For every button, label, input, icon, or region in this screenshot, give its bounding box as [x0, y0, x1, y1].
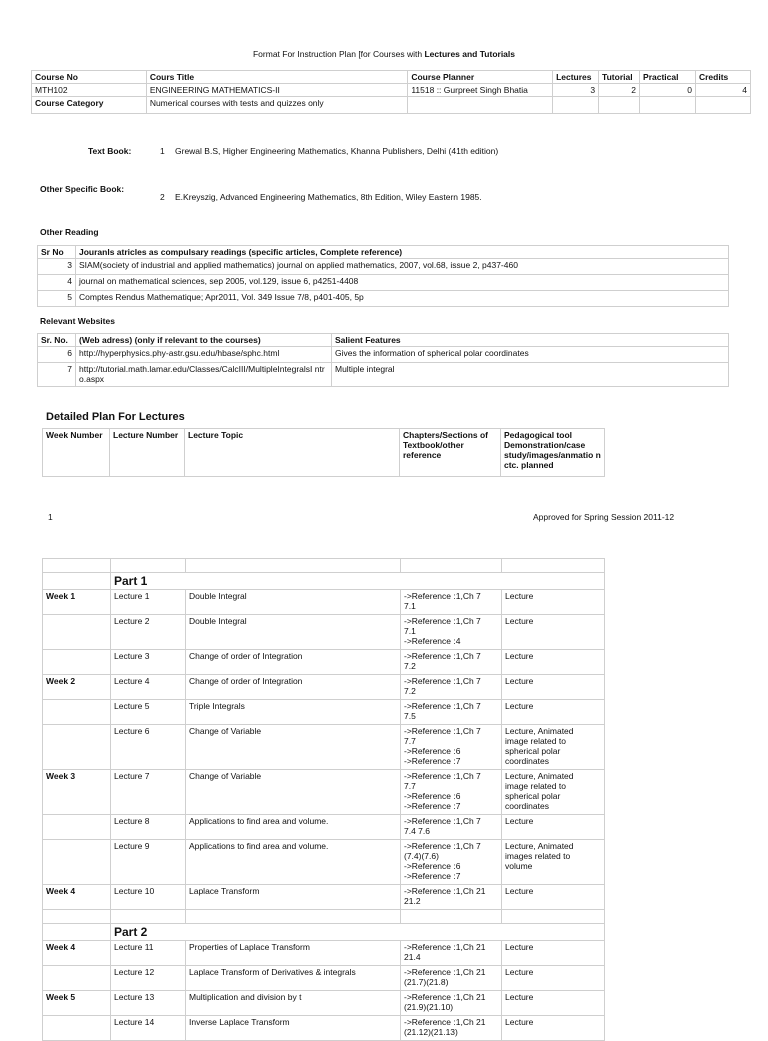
- lecture-topic-cell: Change of order of Integration: [186, 675, 401, 700]
- websites-table: [37, 333, 729, 387]
- reference-cell: ->Reference :1,Ch 7 7.2: [401, 675, 502, 700]
- lecture-number-cell: Lecture 5: [111, 700, 186, 725]
- websites-label: Relevant Websites: [40, 316, 115, 326]
- part-heading-row: [43, 924, 605, 941]
- lecture-topic-cell: Multiplication and division by t: [186, 991, 401, 1016]
- lecture-row: [43, 991, 605, 1016]
- reading-header-desc: Jouranls atricles as compulsary readings (specific articles, Complete reference): [76, 246, 729, 259]
- reference-cell: ->Reference :1,Ch 7 (7.4)(7.6) ->Reference :6 ->Reference :7: [401, 840, 502, 885]
- week-cell: [43, 725, 111, 770]
- week-cell: [43, 700, 111, 725]
- page-title: [0, 49, 768, 59]
- lecture-number-cell: Lecture 7: [111, 770, 186, 815]
- lecture-topic-cell: Laplace Transform of Derivatives & integrals: [186, 966, 401, 991]
- lecture-row: [43, 1016, 605, 1041]
- reading-text: Comptes Rendus Mathematique; Apr2011, Vol. 349 Issue 7/8, p401-405, 5p: [76, 291, 729, 307]
- course-category: Numerical courses with tests and quizzes only: [146, 97, 408, 114]
- week-cell: [43, 650, 111, 675]
- title-bold: Lectures and Tutorials: [424, 49, 515, 59]
- lecture-row: [43, 590, 605, 615]
- pedagogical-tool-cell: Lecture: [502, 615, 605, 650]
- reference-cell: ->Reference :1,Ch 21 (21.7)(21.8): [401, 966, 502, 991]
- websites-header-sr: Sr. No.: [38, 334, 76, 347]
- reading-header-sr: Sr No: [38, 246, 76, 259]
- course-title: ENGINEERING MATHEMATICS-II: [146, 84, 408, 97]
- plan-header-week: Week Number: [43, 429, 110, 477]
- other-reading-table: [37, 245, 729, 307]
- header-tutorial: Tutorial: [599, 71, 640, 84]
- reading-sr: 4: [38, 275, 76, 291]
- lecture-topic-cell: Change of Variable: [186, 725, 401, 770]
- lecture-topic-cell: Inverse Laplace Transform: [186, 1016, 401, 1041]
- website-sr: 6: [38, 347, 76, 363]
- header-practical: Practical: [640, 71, 696, 84]
- lecture-row: [43, 725, 605, 770]
- week-cell: [43, 815, 111, 840]
- lecture-number-cell: Lecture 1: [111, 590, 186, 615]
- pedagogical-tool-cell: Lecture: [502, 650, 605, 675]
- header-course-title: Cours Title: [146, 71, 408, 84]
- pedagogical-tool-cell: Lecture: [502, 815, 605, 840]
- lecture-row: [43, 615, 605, 650]
- week-cell: [43, 1016, 111, 1041]
- reference-cell: ->Reference :1,Ch 7 7.1: [401, 590, 502, 615]
- lecture-row: [43, 885, 605, 910]
- website-url[interactable]: http://hyperphysics.phy-astr.gsu.edu/hbase/sphc.html: [76, 347, 332, 363]
- plan-header-lecture: Lecture Number: [110, 429, 185, 477]
- lecture-number-cell: Lecture 6: [111, 725, 186, 770]
- lecture-number-cell: Lecture 3: [111, 650, 186, 675]
- lecture-row: [43, 815, 605, 840]
- lecture-topic-cell: Change of order of Integration: [186, 650, 401, 675]
- lecture-row: [43, 675, 605, 700]
- other-book-entry: E.Kreyszig, Advanced Engineering Mathematics, 8th Edition, Wiley Eastern 1985.: [175, 192, 482, 202]
- pedagogical-tool-cell: Lecture: [502, 885, 605, 910]
- reference-cell: ->Reference :1,Ch 21 21.4: [401, 941, 502, 966]
- pedagogical-tool-cell: Lecture: [502, 675, 605, 700]
- lecture-number-cell: Lecture 2: [111, 615, 186, 650]
- title-prefix: Format For Instruction Plan [for Courses with: [252, 49, 425, 59]
- reference-cell: ->Reference :1,Ch 7 7.5: [401, 700, 502, 725]
- reading-text: journal on mathematical sciences, sep 2005, vol.129, issue 6, p4251-4408: [76, 275, 729, 291]
- plan-header-chapters: Chapters/Sections of Textbook/other reference: [400, 429, 501, 477]
- week-cell: [43, 615, 111, 650]
- lecture-number-cell: Lecture 12: [111, 966, 186, 991]
- text-book-label: Text Book:: [88, 146, 132, 156]
- lecture-number-cell: Lecture 8: [111, 815, 186, 840]
- reference-cell: ->Reference :1,Ch 7 7.7 ->Reference :6 ->Reference :7: [401, 725, 502, 770]
- course-category-label: Course Category: [32, 97, 147, 114]
- header-course-planner: Course Planner: [408, 71, 553, 84]
- reference-cell: ->Reference :1,Ch 7 7.1 ->Reference :4: [401, 615, 502, 650]
- lecture-topic-cell: Double Integral: [186, 615, 401, 650]
- lecture-topic-cell: Applications to find area and volume.: [186, 815, 401, 840]
- pedagogical-tool-cell: Lecture, Animated images related to volume: [502, 840, 605, 885]
- week-cell: Week 1: [43, 590, 111, 615]
- pedagogical-tool-cell: Lecture: [502, 991, 605, 1016]
- week-cell: Week 2: [43, 675, 111, 700]
- lecture-plan-table: [42, 558, 605, 1041]
- header-course-no: Course No: [32, 71, 147, 84]
- lecture-number-cell: Lecture 10: [111, 885, 186, 910]
- practical-count: 0: [640, 84, 696, 97]
- other-book-num: 2: [160, 192, 165, 202]
- week-cell: [43, 966, 111, 991]
- text-book-entry: Grewal B.S, Higher Engineering Mathematics, Khanna Publishers, Delhi (41th edition): [175, 146, 499, 156]
- lecture-row: [43, 966, 605, 991]
- week-cell: Week 4: [43, 941, 111, 966]
- other-book-label: Other Specific Book:: [40, 184, 125, 194]
- header-lectures: Lectures: [553, 71, 599, 84]
- other-reading-label: Other Reading: [40, 227, 99, 237]
- pedagogical-tool-cell: Lecture, Animated image related to spherical polar coordinates: [502, 725, 605, 770]
- lecture-row: [43, 770, 605, 815]
- pedagogical-tool-cell: Lecture: [502, 1016, 605, 1041]
- websites-header-features: Salient Features: [332, 334, 729, 347]
- approved-session: Approved for Spring Session 2011-12: [533, 512, 675, 522]
- reference-cell: ->Reference :1,Ch 7 7.2: [401, 650, 502, 675]
- lecture-number-cell: Lecture 9: [111, 840, 186, 885]
- lecture-number-cell: Lecture 4: [111, 675, 186, 700]
- part-title: Part 2: [111, 924, 605, 941]
- lecture-number-cell: Lecture 13: [111, 991, 186, 1016]
- website-features: Gives the information of spherical polar coordinates: [332, 347, 729, 363]
- detailed-plan-header-table: [42, 428, 605, 477]
- lecture-topic-cell: Change of Variable: [186, 770, 401, 815]
- lecture-topic-cell: Applications to find area and volume.: [186, 840, 401, 885]
- reference-cell: ->Reference :1,Ch 21 (21.9)(21.10): [401, 991, 502, 1016]
- website-sr: 7: [38, 363, 76, 387]
- text-book-num: 1: [160, 146, 165, 156]
- website-features: Multiple integral: [332, 363, 729, 387]
- lecture-row: [43, 700, 605, 725]
- plan-header-tool: Pedagogical tool Demonstration/case study/images/anmatio n ctc. planned: [501, 429, 605, 477]
- plan-header-topic: Lecture Topic: [185, 429, 400, 477]
- reference-cell: ->Reference :1,Ch 7 7.4 7.6: [401, 815, 502, 840]
- header-credits: Credits: [695, 71, 750, 84]
- lecture-row: [43, 840, 605, 885]
- part-title: Part 1: [111, 573, 605, 590]
- reading-sr: 5: [38, 291, 76, 307]
- pedagogical-tool-cell: Lecture, Animated image related to spherical polar coordinates: [502, 770, 605, 815]
- week-cell: Week 3: [43, 770, 111, 815]
- part-heading-row: [43, 573, 605, 590]
- week-cell: [43, 840, 111, 885]
- pedagogical-tool-cell: Lecture: [502, 700, 605, 725]
- website-url[interactable]: http://tutorial.math.lamar.edu/Classes/CalcIII/MultipleIntegralsI ntro.aspx: [76, 363, 332, 387]
- week-cell: Week 5: [43, 991, 111, 1016]
- reference-cell: ->Reference :1,Ch 21 21.2: [401, 885, 502, 910]
- lecture-row: [43, 650, 605, 675]
- websites-header-url: (Web adress) (only if relevant to the courses): [76, 334, 332, 347]
- tutorial-count: 2: [599, 84, 640, 97]
- lectures-count: 3: [553, 84, 599, 97]
- lecture-row: [43, 941, 605, 966]
- course-table: [31, 70, 751, 114]
- detailed-plan-title: Detailed Plan For Lectures: [46, 411, 185, 423]
- pedagogical-tool-cell: Lecture: [502, 966, 605, 991]
- pedagogical-tool-cell: Lecture: [502, 941, 605, 966]
- course-planner: 11518 :: Gurpreet Singh Bhatia: [408, 84, 553, 97]
- reading-sr: 3: [38, 259, 76, 275]
- lecture-topic-cell: Properties of Laplace Transform: [186, 941, 401, 966]
- lecture-number-cell: Lecture 11: [111, 941, 186, 966]
- pedagogical-tool-cell: Lecture: [502, 590, 605, 615]
- lecture-topic-cell: Double Integral: [186, 590, 401, 615]
- course-no: MTH102: [32, 84, 147, 97]
- page-number: 1: [48, 512, 53, 522]
- lecture-number-cell: Lecture 14: [111, 1016, 186, 1041]
- lecture-topic-cell: Laplace Transform: [186, 885, 401, 910]
- week-cell: Week 4: [43, 885, 111, 910]
- credits-count: 4: [695, 84, 750, 97]
- reference-cell: ->Reference :1,Ch 21 (21.12)(21.13): [401, 1016, 502, 1041]
- reference-cell: ->Reference :1,Ch 7 7.7 ->Reference :6 ->Reference :7: [401, 770, 502, 815]
- lecture-topic-cell: Triple Integrals: [186, 700, 401, 725]
- reading-text: SIAM(society of industrial and applied mathematics) journal on applied mathematics, 2007, vol.68, issue 2, p437-460: [76, 259, 729, 275]
